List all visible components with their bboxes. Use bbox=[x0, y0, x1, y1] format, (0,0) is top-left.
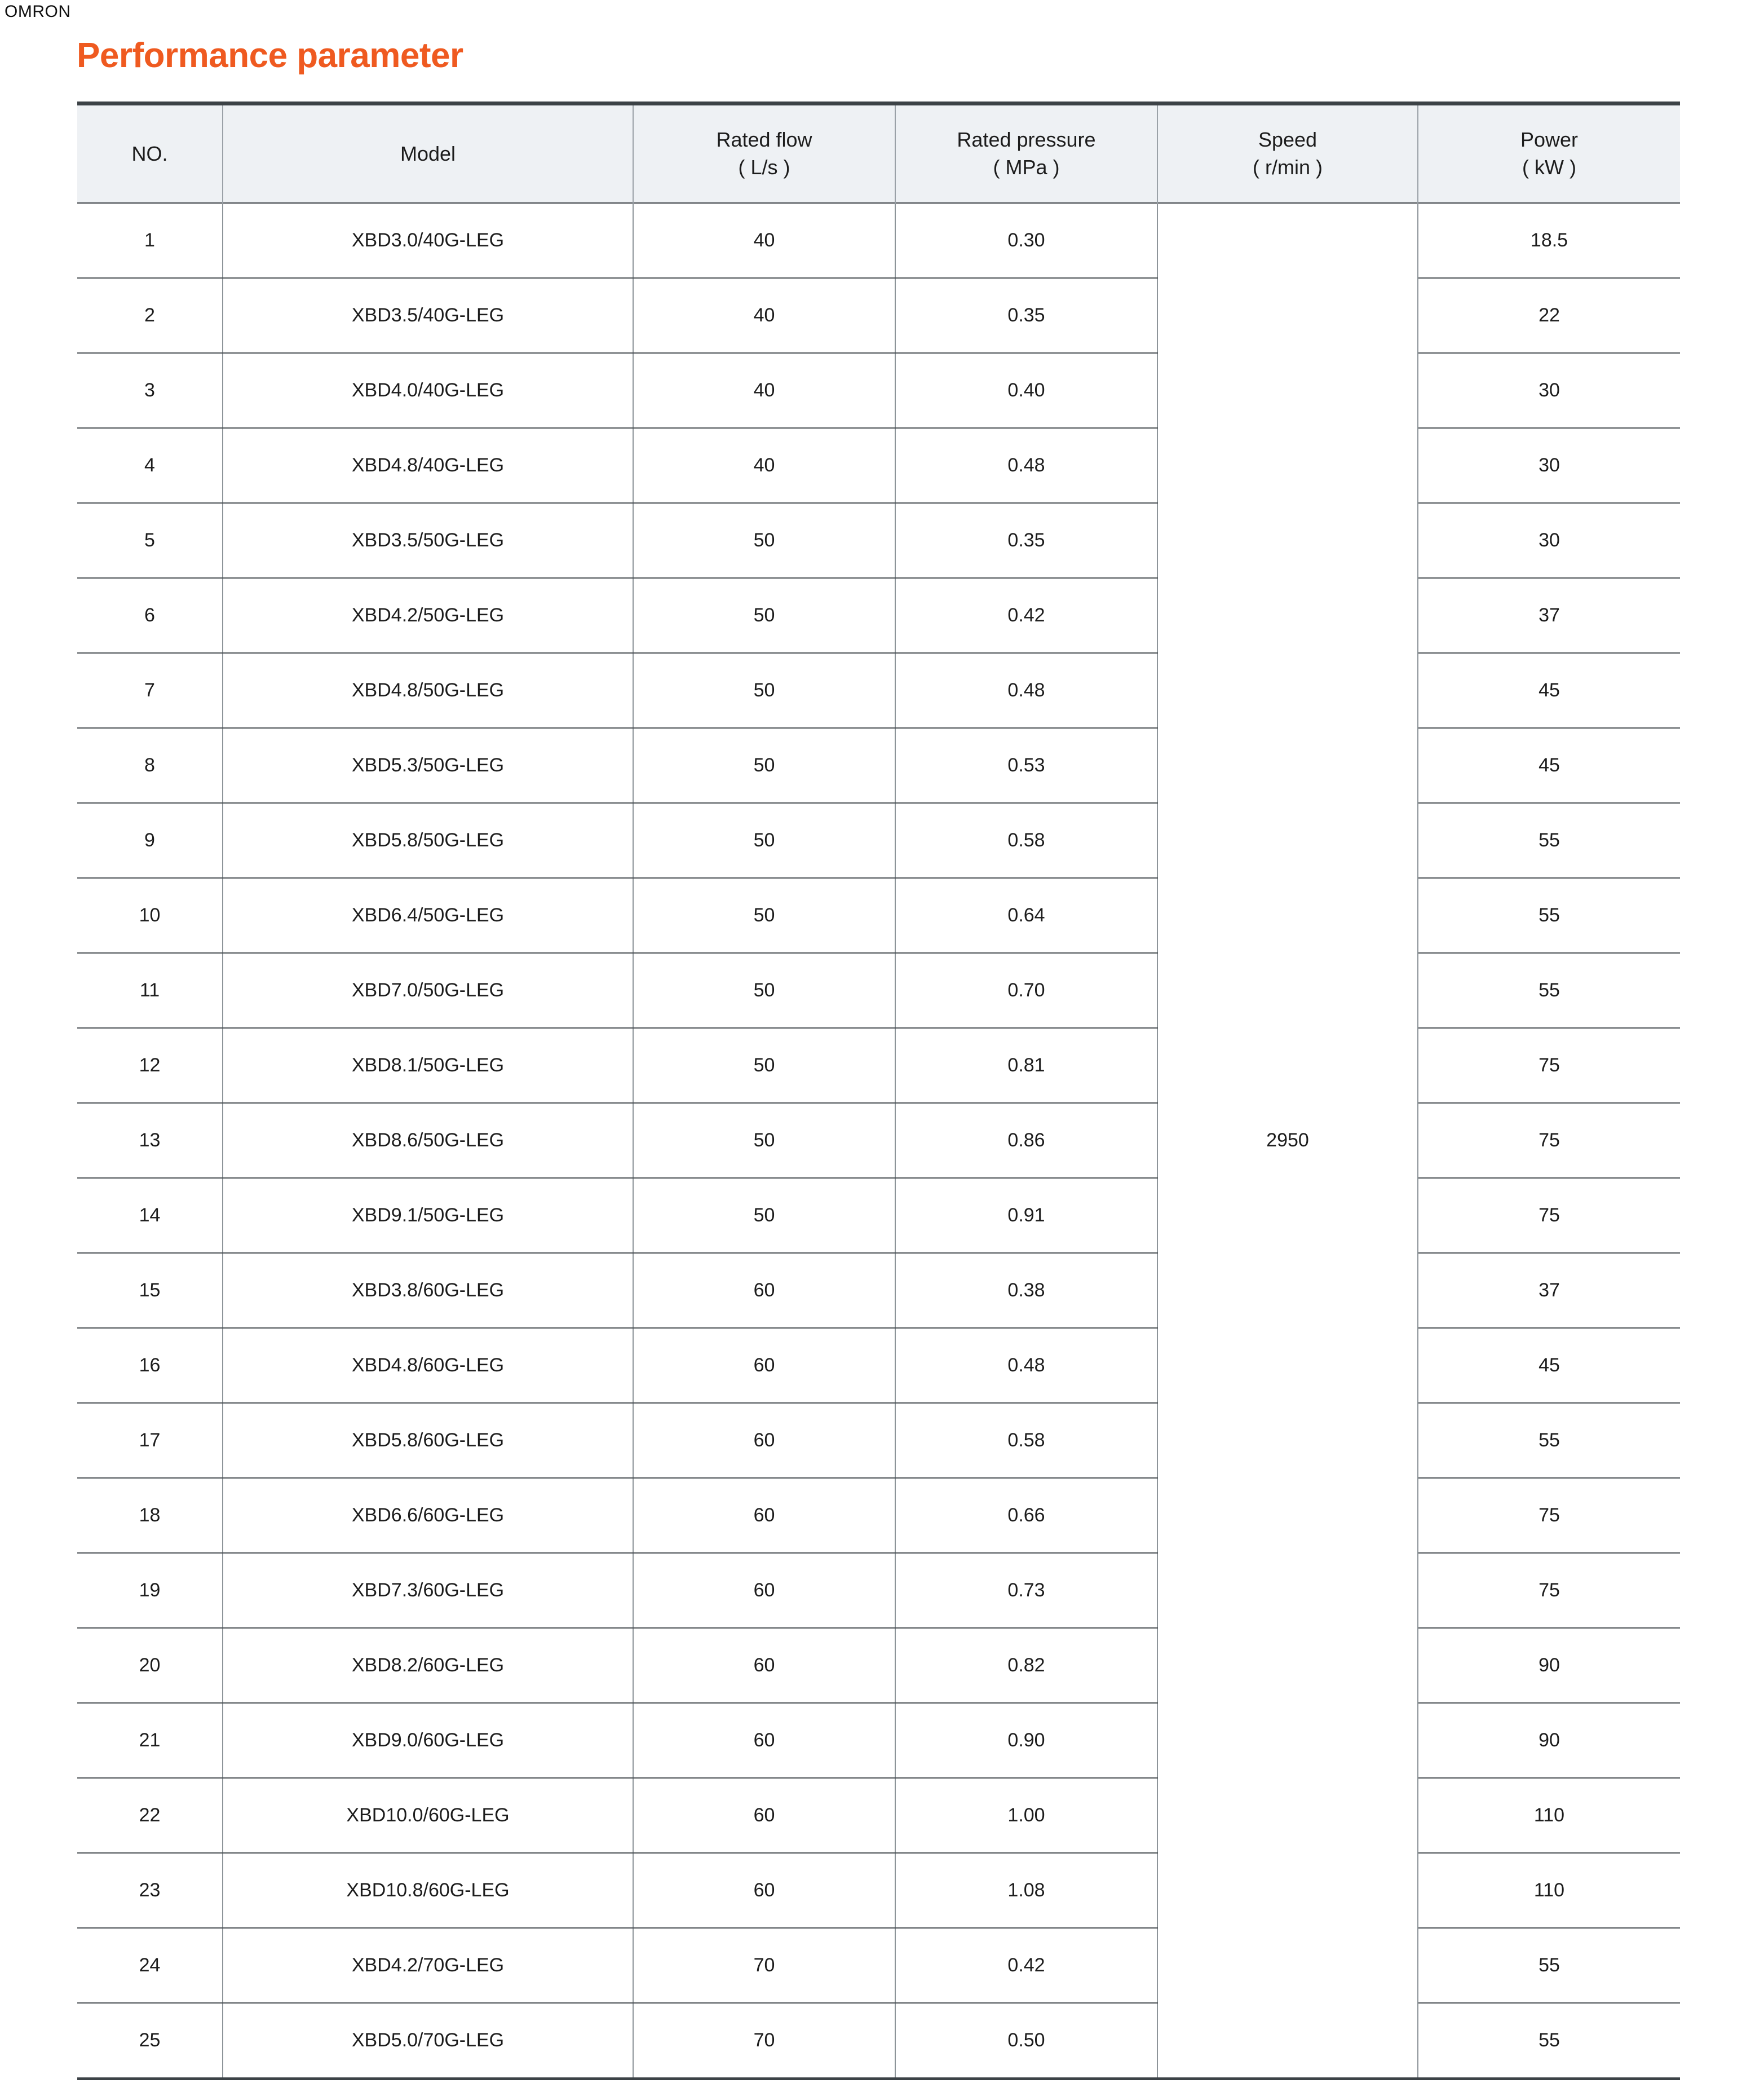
page-title: Performance parameter bbox=[77, 36, 463, 75]
cell-power: 110 bbox=[1418, 1778, 1680, 1853]
column-header-rated-pressure-line2: ( MPa ) bbox=[993, 156, 1060, 179]
cell-power: 45 bbox=[1418, 728, 1680, 803]
cell-model: XBD8.1/50G-LEG bbox=[223, 1028, 633, 1103]
cell-rated-pressure: 0.53 bbox=[895, 728, 1157, 803]
cell-no: 14 bbox=[77, 1178, 223, 1253]
column-header-speed-line2: ( r/min ) bbox=[1253, 156, 1323, 179]
cell-power: 37 bbox=[1418, 578, 1680, 653]
column-header-no: NO. bbox=[77, 104, 223, 204]
cell-power: 45 bbox=[1418, 1328, 1680, 1403]
omron-logo: OMRON bbox=[5, 2, 71, 21]
cell-no: 22 bbox=[77, 1778, 223, 1853]
cell-rated-pressure: 0.73 bbox=[895, 1553, 1157, 1628]
cell-rated-flow: 60 bbox=[633, 1478, 895, 1553]
cell-rated-flow: 60 bbox=[633, 1253, 895, 1328]
cell-no: 1 bbox=[77, 203, 223, 278]
cell-rated-flow: 50 bbox=[633, 1178, 895, 1253]
cell-no: 16 bbox=[77, 1328, 223, 1403]
cell-power: 75 bbox=[1418, 1028, 1680, 1103]
cell-power: 55 bbox=[1418, 1403, 1680, 1478]
cell-model: XBD4.8/50G-LEG bbox=[223, 653, 633, 728]
column-header-rated-pressure bbox=[895, 104, 1157, 204]
cell-rated-flow: 60 bbox=[633, 1853, 895, 1928]
cell-rated-flow: 60 bbox=[633, 1778, 895, 1853]
column-header-power bbox=[1418, 104, 1680, 204]
cell-no: 24 bbox=[77, 1928, 223, 2003]
cell-rated-pressure: 0.48 bbox=[895, 428, 1157, 503]
cell-model: XBD4.2/70G-LEG bbox=[223, 1928, 633, 2003]
cell-rated-pressure: 1.08 bbox=[895, 1853, 1157, 1928]
table-row bbox=[77, 1403, 1680, 1478]
cell-rated-pressure: 0.35 bbox=[895, 503, 1157, 578]
cell-rated-flow: 40 bbox=[633, 428, 895, 503]
cell-rated-pressure: 0.64 bbox=[895, 878, 1157, 953]
cell-rated-flow: 60 bbox=[633, 1703, 895, 1778]
column-header-rated-flow-line2: ( L/s ) bbox=[738, 156, 790, 179]
cell-no: 25 bbox=[77, 2003, 223, 2079]
cell-power: 75 bbox=[1418, 1478, 1680, 1553]
cell-no: 20 bbox=[77, 1628, 223, 1703]
table-row bbox=[77, 1103, 1680, 1178]
table-row bbox=[77, 1328, 1680, 1403]
table-header-row bbox=[77, 104, 1680, 204]
column-header-speed-line1: Speed bbox=[1258, 128, 1318, 152]
cell-rated-flow: 60 bbox=[633, 1628, 895, 1703]
cell-power: 110 bbox=[1418, 1853, 1680, 1928]
cell-rated-pressure: 0.50 bbox=[895, 2003, 1157, 2079]
column-header-model: Model bbox=[223, 104, 633, 204]
cell-power: 55 bbox=[1418, 878, 1680, 953]
cell-model: XBD9.1/50G-LEG bbox=[223, 1178, 633, 1253]
cell-power: 55 bbox=[1418, 2003, 1680, 2079]
table-row bbox=[77, 1028, 1680, 1103]
cell-rated-flow: 40 bbox=[633, 353, 895, 428]
cell-model: XBD5.8/60G-LEG bbox=[223, 1403, 633, 1478]
cell-rated-flow: 60 bbox=[633, 1328, 895, 1403]
cell-model: XBD6.6/60G-LEG bbox=[223, 1478, 633, 1553]
performance-parameter-table-wrapper bbox=[77, 102, 1680, 2080]
column-header-rated-flow bbox=[633, 104, 895, 204]
cell-model: XBD9.0/60G-LEG bbox=[223, 1703, 633, 1778]
cell-no: 7 bbox=[77, 653, 223, 728]
cell-rated-pressure: 0.91 bbox=[895, 1178, 1157, 1253]
table-row bbox=[77, 1853, 1680, 1928]
cell-rated-flow: 50 bbox=[633, 803, 895, 878]
cell-rated-pressure: 0.82 bbox=[895, 1628, 1157, 1703]
cell-rated-pressure: 0.58 bbox=[895, 1403, 1157, 1478]
cell-model: XBD5.3/50G-LEG bbox=[223, 728, 633, 803]
cell-rated-pressure: 0.81 bbox=[895, 1028, 1157, 1103]
cell-rated-pressure: 0.48 bbox=[895, 1328, 1157, 1403]
cell-model: XBD10.0/60G-LEG bbox=[223, 1778, 633, 1853]
table-row bbox=[77, 1253, 1680, 1328]
cell-no: 2 bbox=[77, 278, 223, 353]
cell-rated-flow: 40 bbox=[633, 278, 895, 353]
cell-speed: 2950 bbox=[1157, 203, 1418, 2079]
cell-rated-pressure: 0.30 bbox=[895, 203, 1157, 278]
cell-no: 23 bbox=[77, 1853, 223, 1928]
column-header-rated-flow-line1: Rated flow bbox=[716, 128, 812, 152]
cell-rated-flow: 50 bbox=[633, 953, 895, 1028]
cell-model: XBD7.3/60G-LEG bbox=[223, 1553, 633, 1628]
cell-no: 5 bbox=[77, 503, 223, 578]
cell-rated-pressure: 0.86 bbox=[895, 1103, 1157, 1178]
cell-model: XBD4.8/60G-LEG bbox=[223, 1328, 633, 1403]
table-row bbox=[77, 353, 1680, 428]
column-header-speed bbox=[1157, 104, 1418, 204]
cell-no: 12 bbox=[77, 1028, 223, 1103]
table-row bbox=[77, 1553, 1680, 1628]
cell-no: 18 bbox=[77, 1478, 223, 1553]
cell-rated-flow: 40 bbox=[633, 203, 895, 278]
cell-rated-pressure: 0.40 bbox=[895, 353, 1157, 428]
table-row bbox=[77, 503, 1680, 578]
cell-rated-flow: 50 bbox=[633, 1028, 895, 1103]
table-row bbox=[77, 1703, 1680, 1778]
table-row bbox=[77, 728, 1680, 803]
cell-rated-flow: 50 bbox=[633, 653, 895, 728]
column-header-power-line1: Power bbox=[1520, 128, 1579, 152]
cell-power: 55 bbox=[1418, 953, 1680, 1028]
table-row bbox=[77, 1628, 1680, 1703]
cell-rated-pressure: 0.35 bbox=[895, 278, 1157, 353]
cell-model: XBD6.4/50G-LEG bbox=[223, 878, 633, 953]
performance-parameter-table bbox=[77, 102, 1680, 2080]
cell-rated-pressure: 0.70 bbox=[895, 953, 1157, 1028]
cell-rated-flow: 50 bbox=[633, 578, 895, 653]
cell-model: XBD8.6/50G-LEG bbox=[223, 1103, 633, 1178]
cell-rated-pressure: 0.66 bbox=[895, 1478, 1157, 1553]
table-row bbox=[77, 878, 1680, 953]
table-row bbox=[77, 1928, 1680, 2003]
table-row bbox=[77, 953, 1680, 1028]
cell-model: XBD10.8/60G-LEG bbox=[223, 1853, 633, 1928]
cell-power: 90 bbox=[1418, 1628, 1680, 1703]
cell-no: 11 bbox=[77, 953, 223, 1028]
cell-no: 4 bbox=[77, 428, 223, 503]
cell-power: 55 bbox=[1418, 1928, 1680, 2003]
table-row bbox=[77, 278, 1680, 353]
cell-model: XBD4.0/40G-LEG bbox=[223, 353, 633, 428]
cell-no: 21 bbox=[77, 1703, 223, 1778]
column-header-power-line2: ( kW ) bbox=[1522, 156, 1576, 179]
cell-power: 18.5 bbox=[1418, 203, 1680, 278]
cell-model: XBD8.2/60G-LEG bbox=[223, 1628, 633, 1703]
cell-power: 45 bbox=[1418, 653, 1680, 728]
cell-rated-flow: 50 bbox=[633, 728, 895, 803]
table-row bbox=[77, 2003, 1680, 2079]
cell-model: XBD4.8/40G-LEG bbox=[223, 428, 633, 503]
cell-rated-flow: 50 bbox=[633, 503, 895, 578]
cell-no: 19 bbox=[77, 1553, 223, 1628]
cell-power: 37 bbox=[1418, 1253, 1680, 1328]
cell-rated-pressure: 0.42 bbox=[895, 1928, 1157, 2003]
table-row bbox=[77, 428, 1680, 503]
cell-model: XBD3.0/40G-LEG bbox=[223, 203, 633, 278]
cell-rated-pressure: 0.58 bbox=[895, 803, 1157, 878]
cell-no: 13 bbox=[77, 1103, 223, 1178]
cell-power: 30 bbox=[1418, 428, 1680, 503]
cell-model: XBD4.2/50G-LEG bbox=[223, 578, 633, 653]
table-row bbox=[77, 1178, 1680, 1253]
cell-rated-pressure: 0.42 bbox=[895, 578, 1157, 653]
cell-power: 75 bbox=[1418, 1553, 1680, 1628]
cell-no: 9 bbox=[77, 803, 223, 878]
cell-model: XBD5.0/70G-LEG bbox=[223, 2003, 633, 2079]
cell-power: 75 bbox=[1418, 1178, 1680, 1253]
cell-rated-flow: 60 bbox=[633, 1553, 895, 1628]
cell-rated-pressure: 1.00 bbox=[895, 1778, 1157, 1853]
cell-rated-pressure: 0.38 bbox=[895, 1253, 1157, 1328]
cell-power: 75 bbox=[1418, 1103, 1680, 1178]
cell-power: 30 bbox=[1418, 503, 1680, 578]
table-row bbox=[77, 803, 1680, 878]
cell-no: 3 bbox=[77, 353, 223, 428]
table-body bbox=[77, 203, 1680, 2079]
cell-no: 8 bbox=[77, 728, 223, 803]
cell-model: XBD3.5/50G-LEG bbox=[223, 503, 633, 578]
table-row bbox=[77, 578, 1680, 653]
table-header bbox=[77, 104, 1680, 204]
table-row bbox=[77, 203, 1680, 278]
table-row bbox=[77, 1778, 1680, 1853]
cell-rated-flow: 60 bbox=[633, 1403, 895, 1478]
cell-power: 30 bbox=[1418, 353, 1680, 428]
cell-power: 22 bbox=[1418, 278, 1680, 353]
cell-power: 55 bbox=[1418, 803, 1680, 878]
table-row bbox=[77, 1478, 1680, 1553]
cell-rated-flow: 50 bbox=[633, 1103, 895, 1178]
cell-model: XBD3.8/60G-LEG bbox=[223, 1253, 633, 1328]
cell-rated-pressure: 0.48 bbox=[895, 653, 1157, 728]
cell-power: 90 bbox=[1418, 1703, 1680, 1778]
cell-rated-flow: 50 bbox=[633, 878, 895, 953]
cell-no: 10 bbox=[77, 878, 223, 953]
cell-model: XBD3.5/40G-LEG bbox=[223, 278, 633, 353]
cell-rated-flow: 70 bbox=[633, 1928, 895, 2003]
cell-rated-pressure: 0.90 bbox=[895, 1703, 1157, 1778]
cell-model: XBD7.0/50G-LEG bbox=[223, 953, 633, 1028]
table-row bbox=[77, 653, 1680, 728]
cell-no: 6 bbox=[77, 578, 223, 653]
cell-no: 15 bbox=[77, 1253, 223, 1328]
column-header-rated-pressure-line1: Rated pressure bbox=[957, 128, 1096, 152]
cell-no: 17 bbox=[77, 1403, 223, 1478]
cell-rated-flow: 70 bbox=[633, 2003, 895, 2079]
cell-model: XBD5.8/50G-LEG bbox=[223, 803, 633, 878]
